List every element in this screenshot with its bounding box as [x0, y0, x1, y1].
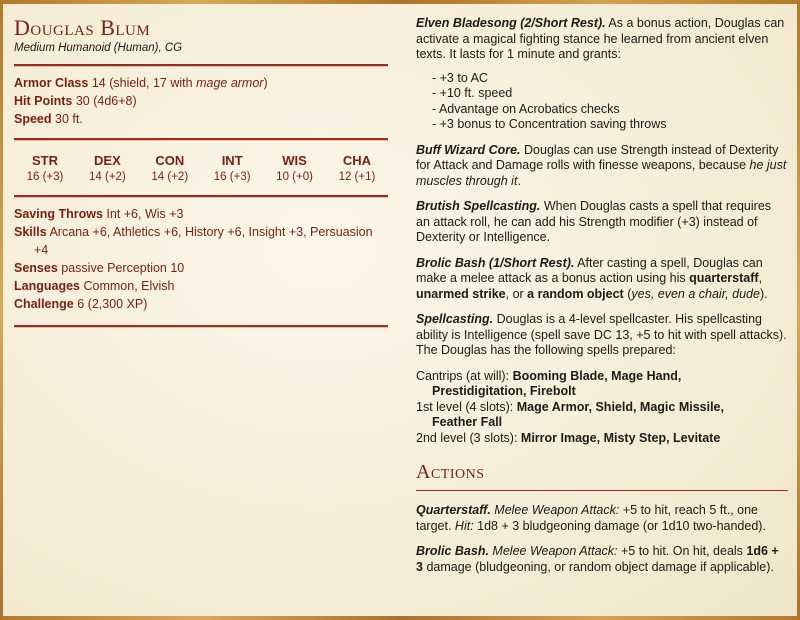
frame-bottom-border: [0, 616, 800, 620]
speed-line: [14, 110, 388, 128]
ability-con: [139, 152, 201, 185]
divider: [14, 138, 388, 140]
ability-int: [201, 152, 263, 185]
trait-text: , or: [505, 286, 524, 301]
trait-text: ,: [758, 271, 763, 285]
ability-name: CON: [155, 153, 185, 168]
challenge-line: [14, 295, 388, 313]
ability-name: INT: [221, 153, 243, 168]
actions-heading: Actions: [416, 461, 485, 483]
ability-name: DEX: [94, 153, 121, 168]
list-item: - +3 to AC: [432, 70, 488, 85]
hit-points-label: Hit Points: [14, 94, 73, 108]
action-attack-type: Melee Weapon Attack:: [492, 544, 618, 558]
armor-class-value: 14 (shield, 17 with: [91, 76, 193, 90]
action-text: +5 to hit. On hit, deals: [620, 544, 743, 558]
senses-label: Senses: [14, 261, 58, 275]
trait-text: Douglas can use Strength instead of Dexterity for Attack and Damage rolls with finesse weapons, because: [416, 142, 779, 172]
frame-left-border: [0, 0, 3, 620]
ability-score: 10 (+0): [276, 171, 313, 183]
spell-row-2nd: [416, 431, 788, 447]
divider: [416, 490, 788, 491]
trait-bold: unarmed strike: [416, 286, 506, 301]
trait-text: Douglas is a 4-level spellcaster. His spellcasting ability is Intelligence (spell save DC 13, +5 to hit with spell attacks). The Douglas has the following spells prepared:: [416, 312, 787, 357]
action-attack-type: Melee Weapon Attack:: [494, 503, 620, 517]
challenge-value: 6 (2,300 XP): [77, 297, 148, 311]
hit-points-value: 30 (4d6+8): [75, 94, 137, 108]
trait-title: Brolic Bash (1/Short Rest).: [416, 255, 575, 270]
spell-row-1st: [416, 400, 788, 431]
trait-text: ).: [759, 286, 768, 301]
list-item: - +3 bonus to Concentration saving throws: [432, 117, 667, 131]
action-brolic-bash: [416, 544, 788, 575]
skills-value: Arcana +6, Athletics +6, History +6, Insight +3, Persuasion: [49, 225, 373, 239]
action-quarterstaff: [416, 503, 788, 534]
skills-value-cont: +4: [34, 243, 49, 257]
skills-label: Skills: [14, 225, 47, 239]
action-hit-label: Hit:: [454, 518, 474, 533]
trait-title: Buff Wizard Core.: [416, 142, 521, 157]
trait-bold: quarterstaff: [689, 271, 759, 285]
saving-throws-value: Int +6, Wis +3: [106, 207, 184, 221]
action-title: Quarterstaff.: [416, 503, 491, 517]
divider: [14, 64, 388, 66]
armor-class-line: [14, 74, 388, 92]
ability-name: CHA: [342, 153, 372, 168]
challenge-label: Challenge: [14, 297, 74, 311]
ability-score: 12 (+1): [338, 171, 376, 183]
trait-elven-bladesong: [416, 16, 788, 63]
ability-name: WIS: [282, 153, 307, 168]
trait-text-end: .: [517, 173, 521, 188]
armor-class-spell: mage armor: [196, 76, 264, 90]
armor-class-end: ): [263, 76, 268, 90]
ability-dex: [76, 152, 138, 185]
trait-text: As a bonus action, Douglas can activate a magical fighting stance he learned from ancient elven texts. It lasts for 1 minute and grants:: [416, 16, 785, 61]
action-text: 1d8 + 3 bludgeoning damage (or 1d10 two-handed).: [477, 518, 766, 533]
trait-italic: yes, even a chair, dude: [631, 286, 760, 301]
trait-text: (: [627, 286, 632, 301]
divider: [14, 325, 388, 327]
spell-list: [416, 369, 788, 447]
spell-level-label: 2nd level (3 slots):: [416, 430, 518, 445]
senses-line: [14, 259, 388, 277]
list-item: - +10 ft. speed: [432, 86, 513, 100]
trait-spellcasting: [416, 312, 788, 359]
ability-cha: [326, 152, 388, 185]
languages-label: Languages: [14, 279, 80, 293]
spell-names: Mirror Image, Misty Step, Levitate: [520, 430, 721, 445]
spell-level-label: 1st level (4 slots):: [416, 399, 514, 414]
stat-block-right-column: [416, 16, 788, 585]
senses-value: passive Perception 10: [61, 261, 185, 275]
spell-names: Prestidigitation, Firebolt: [432, 384, 576, 398]
spell-names: Mage Armor, Shield, Magic Missile,: [516, 399, 724, 414]
skills-line: [14, 223, 388, 259]
trait-brutish-spellcasting: [416, 199, 788, 246]
spell-names: Booming Blade, Mage Hand,: [512, 368, 682, 383]
spell-names: Feather Fall: [432, 415, 503, 429]
trait-title: Spellcasting.: [416, 312, 494, 326]
saving-throws-line: [14, 205, 388, 223]
trait-buff-wizard-core: [416, 143, 788, 190]
trait-title: Elven Bladesong (2/Short Rest).: [416, 16, 606, 30]
saving-throws-label: Saving Throws: [14, 207, 103, 221]
spell-row-cantrips: [416, 369, 788, 400]
trait-italic: he just muscles through it: [416, 158, 787, 188]
languages-line: [14, 277, 388, 295]
hit-points-line: [14, 92, 388, 110]
trait-text: When Douglas casts a spell that requires an attack roll, he can add his Strength modifier (+3) instead of Dexterity or Intelligence.: [416, 199, 772, 244]
action-damage: 1d6 + 3: [416, 544, 779, 574]
trait-text: After casting a spell, Douglas can make a melee attack as a bonus action using his: [416, 255, 763, 285]
creature-name: Douglas Blum: [14, 15, 151, 40]
speed-value: 30 ft.: [55, 112, 83, 126]
ability-wis: [264, 152, 326, 185]
ability-score: 14 (+2): [89, 171, 126, 183]
speed-label: Speed: [14, 112, 52, 126]
bladesong-benefits-list: [432, 71, 788, 133]
ability-score: 14 (+2): [151, 171, 189, 183]
ability-score: 16 (+3): [26, 171, 64, 183]
trait-brolic-bash: [416, 256, 788, 303]
creature-subtitle: Medium Humanoid (Human), CG: [14, 42, 183, 54]
ability-name: STR: [32, 153, 58, 168]
divider: [14, 195, 388, 197]
list-item: - Advantage on Acrobatics checks: [432, 101, 620, 116]
ability-scores: [14, 148, 388, 185]
action-text: damage (bludgeoning, or random object damage if applicable).: [426, 559, 774, 574]
languages-value: Common, Elvish: [83, 279, 175, 293]
armor-class-label: Armor Class: [14, 76, 89, 90]
ability-score: 16 (+3): [213, 171, 251, 183]
spell-level-label: Cantrips (at will):: [416, 368, 510, 383]
action-text: +5 to hit, reach 5 ft., one target.: [416, 503, 758, 533]
stat-block-left-column: [14, 16, 388, 335]
trait-bold: a random object: [527, 286, 624, 301]
ability-str: [14, 152, 76, 185]
trait-title: Brutish Spellcasting.: [416, 199, 541, 213]
frame-top-border: [0, 0, 800, 4]
action-title: Brolic Bash.: [416, 544, 489, 558]
